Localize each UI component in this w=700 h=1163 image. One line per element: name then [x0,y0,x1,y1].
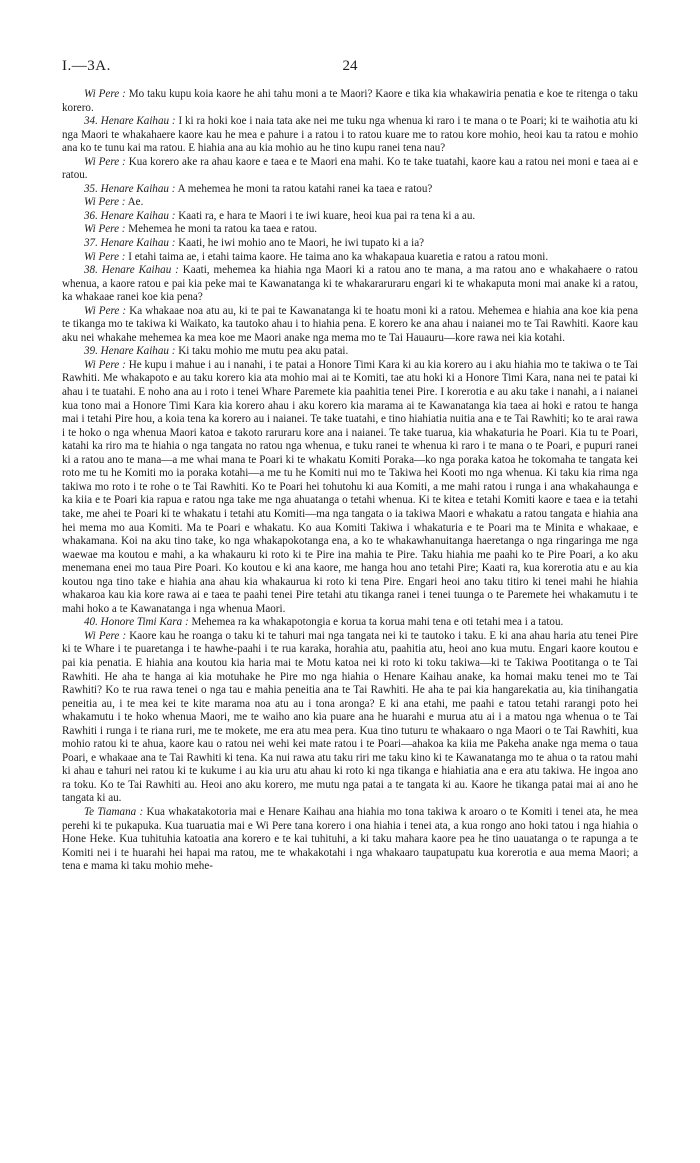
paragraph [62,210,638,224]
paragraph-text: Mo taku kupu koia kaore he ahi tahu moni a te Maori? Kaore e tika kia whakawiria penatia e koe te ritenga o taku korero. [62,88,638,114]
speaker-label: Wi Pere : [84,223,126,236]
speaker-label: Wi Pere : [84,196,126,209]
paragraph-text: Ki taku mohio me mutu pea aku patai. [178,345,349,358]
page-header [62,58,638,80]
paragraph-text: A mehemea he moni ta ratou katahi ranei ka taea e ratou? [177,182,433,195]
paragraph [62,251,638,265]
paragraph [62,223,638,237]
speaker-label: Wi Pere : [84,250,126,263]
paragraph [62,183,638,197]
paragraph-text: He kupu i mahue i au i nanahi, i te patai a Honore Timi Kara ki au kia korero au i aku hiahia mo te takiwa o te Tai Rawhiti. Me whakapoto e au taku korero kia ata mohio mai ai te Komiti, tae atu hoki ki a Honore Timi Kara, nana nei te patai ki ahau i te tuatahi. E noho ana au i roto i tenei Whare Paremete kia paahitia tenei Pire. I korerotia e au aku take i nanahi, a i naianei kua tono mai a Honore Timi Kara kia korero ahau i aku korero kia marama ai te Kawanatanga kia taea ai hoki e ratou te hanga mai i tetahi Pire hou, a koia tena ka korero au i naianei. Te take tuatahi, e tino hiahiatia nuitia ana e te Tai Rawhiti; ko te arai rawa i te hoko o nga whenua Maori katoa e takoto raruraru kore ana i naianei. Te take tuarua, kia whakaturia he Poari. Kia tu te Poari, katahi ka riro ma te hiahia o nga tangata no ratou nga whenua, e tuku ranei te whenua ki raro i te mana o te Poari, e pupuri ranei ki a ratou ano te mana—a me whai mana te Poari ki te whakatu Komiti Poraka—ko nga poraka katoa he tokomaha te tangata kei roto me tu he Komiti mo ia poraka kotahi—a me tu he Komiti nui mo te Takiwa hei Kooti mo nga whenua. Ki taku kia rima nga takiwa mo roto i te rohe o te Tai Rawhiti. Ko te Poari hei tohutohu ki aua Komiti, a me mahi ratou i runga i ana whakahaunga e ka kiia e te Poari kia rapua e ratou nga take me nga ahuatanga o tetahi whenua. Ki te kitea e tetahi Komiti kaore e taea e ia tetahi take, me ahei te Poari ki te whakatu i tetahi atu Komiti—ma nga tangata o ia takiwa Maori e whakatu a ratou tangata e hiahia ana hei mema mo aua Komiti. Ma te Poari e whakatu. Ko aua Komiti Takiwa i whakaturia e te Poari ma te Minita e whakaae, e whakamana. Koi na aku tino take, ko nga whakapokotanga ena, a ko te whakawhanuitanga haeretanga o nga ringaringa me nga waewae ma koutou e mahi, a ka whakauru ki roto ki te Pire ina mahia te Pire. Taku hiahia me paahi ko te Pire Poari, a ko aku menemana enei mo taua Pire Poari. Ko koutou e ki ana kaore, me hanga hou ano tetahi Pire; Kaati ra, kua korerotia atu e au kia koutou nga tino take e hiahia ana ahau kia whakaurua ki roto ki tena Pire. Engari heoi ano taku titiro ki tenei mahi he hiahia whakaroa kau kia kore rawa ai e taea te paahi tenei Pire tetahi atu tikanga ranei i tenei tuunga o te Paremete hei whakamutu i te mahi hoko a te Kawanatanga i nga whenua Maori. [62,358,638,615]
page-number: 24 [342,58,358,74]
speaker-label: 38. Henare Kaihau : [84,264,179,277]
paragraph-text: Kua whakatakotoria mai e Henare Kaihau ana hiahia mo tona takiwa k aroaro o te Komiti i tenei ata, he mea perehi ki te pukapuka. Kua tuaruatia mai e Wi Pere tana korero i ona hiahia i tenei ata, a kua rongo ano hoki tatou i nga hiahia o Hone Heke. Kua tuhituhia katoatia ana korero e te kai tuhituhi, a ki taku mahara kaore pea he tino uauatanga o te rapunga a te Komiti nei i te huarahi hei hapai ma ratou, me te whakakotahi i nga whakaaro taupatupatu kua korerotia e aua mema Maori; a tena e mama ki taku mohio mehe- [62,805,638,873]
paragraph-text: I ki ra hoki koe i naia tata ake nei me tuku nga whenua ki raro i te mana o te Poari; ki te waihotia atu ki nga Maori te whakahaere kaore kau he mea e pahure i a ratou i to ratou kuare me to ratou kore mohio, heoi kau ta ratou e mohio ana ko te tunu kai ma ratou. E hiahia ana au kia mohio au he tino kupu ranei tena nau? [62,115,638,155]
speaker-label: 40. Honore Timi Kara : [84,616,189,629]
paragraph-text: Kua korero ake ra ahau kaore e taea e te Maori ena mahi. Ko te take tuatahi, kaore kau a ratou nei moni e taea ai e ratou. [62,155,639,182]
speaker-label: 39. Henare Kaihau : [84,345,176,358]
paragraph [62,115,638,156]
paragraph [62,806,638,874]
paragraph-text: Mehemea he moni ta ratou ka taea e ratou. [128,223,318,236]
speaker-label: Wi Pere : [84,304,127,317]
paragraph [62,156,638,183]
transcript-body [62,88,638,874]
paragraph-text: Kaati, mehemea ka hiahia nga Maori ki a ratou ano te mana, a ma ratou ano e whakahaere o ratou whenua, a kaore ratou e pai kia peke mai te Kawanatanga ki te whakararuraru engari ki te whakaputa moni mai anake ki a ratou, ka whakaae ranei koe kia pena? [62,264,638,304]
document-reference: I.—3A. [62,58,111,74]
paragraph [62,264,638,305]
speaker-label: Wi Pere : [84,155,126,168]
paragraph [62,359,638,616]
speaker-label: 37. Henare Kaihau : [84,237,176,250]
paragraph [62,196,638,210]
paragraph-text: I etahi taima ae, i etahi taima kaore. He taima ano ka whakapaua kuaretia e ratou a ratou moni. [128,250,549,263]
speaker-label: 36. Henare Kaihau : [84,209,176,222]
paragraph [62,305,638,346]
paragraph-text: Kaati, he iwi mohio ano te Maori, he iwi tupato ki a ia? [178,237,425,250]
paragraph [62,345,638,359]
paragraph-text: Kaore kau he roanga o taku ki te tahuri mai nga tangata nei ki te tautoko i taku. E ki ana ahau haria atu tenei Pire ki te Whare i te puaretanga i te hawhe-paahi i te rua karaka, horahia atu, paahitia atu, heoi ano kua mutu. Engari kaore koutou e pai kia penatia. E hiahia ana koutou kia haria mai te Motu katoa nei ki roto ki toku takiwa—ki te Takiwa Pootitanga o te Tai Rawhiti. He aha te hanga ai kia motuhake he Pire mo nga hiahia o Henare Kaihau anake, ka homai maku tenei mo te Tai Rawhiti? Ko te rua rawa tenei o nga tau e mahia peneitia ana te Tai Rawhiti. He aha te pai kia hangarekatia au, kia tinihangatia peneitia au, i te mea kei te kite marama noa atu au i tona aronga? E ki ana etahi, me paahi e tatou tetahi rarangi poto hei whakamutu i te hoko whenua Maori, me te waiho ano kia puare ana he huarahi e murua atu ai i a matou nga whenua o te Tai Rawhiti i runga i te riana ruri, me te mokete, me era atu mea pera. Kua tino tuturu te whakaaro o nga Maori o te Tai Rawhiti, kua mohio ratou ki te ahua, kaore kau o ratou nei wehi kei mate ratou i te Poari—ahakoa ka kiia me Pakeha anake nga mema o taua Poari, e whakaae ana te Tai Rawhiti ki tena. Ka nui rawa atu taku riri me taku kino ki te Kawanatanga mo te ahua o ta ratou mahi ki ahau e tahuri nei ratou ki te kukume i au kia uru atu ahau ki roto ki nga tikanga e hiahiatia ana e era atu takiwa. He ingoa ano ra toku. Ko te Tai Rawhiti au. Heoi ano aku korero, me mutu nga patai a te tangata ki au. Kaore he tikanga patai mai ai ano he tangata ki au. [62,629,639,805]
paragraph [62,237,638,251]
speaker-label: 34. Henare Kaihau : [84,115,176,128]
paragraph-text: Kaati ra, e hara te Maori i te iwi kuare, heoi kua pai ra tena ki a au. [178,209,476,222]
speaker-label: Te Tiamana : [84,805,144,818]
speaker-label: Wi Pere : [84,358,126,371]
paragraph [62,88,638,115]
paragraph [62,630,638,806]
paragraph [62,616,638,630]
speaker-label: Wi Pere : [84,629,127,642]
speaker-label: 35. Henare Kaihau : [84,182,176,195]
speaker-label: Wi Pere : [84,88,126,100]
paragraph-text: Ae. [127,196,144,209]
paragraph-text: Mehemea ra ka whakapotongia e korua ta korua mahi tena e oti tetahi mea i a tatou. [191,616,564,629]
paragraph-text: Ka whakaae noa atu au, ki te pai te Kawanatanga ki te hoatu moni ki a ratou. Mehemea e hiahia ana koe kia pena te tikanga mo te takiwa ki Waikato, ka tautoko ahau i to hiahia pena. E korero ke ana ahau i naianei mo te Tai Rawhiti. Kaore kau aku nei whakahe mehemea ka mea koe me Maori anake nga mema mo te Tai Hauauru—kore rawa nei kia kotahi. [62,304,639,344]
